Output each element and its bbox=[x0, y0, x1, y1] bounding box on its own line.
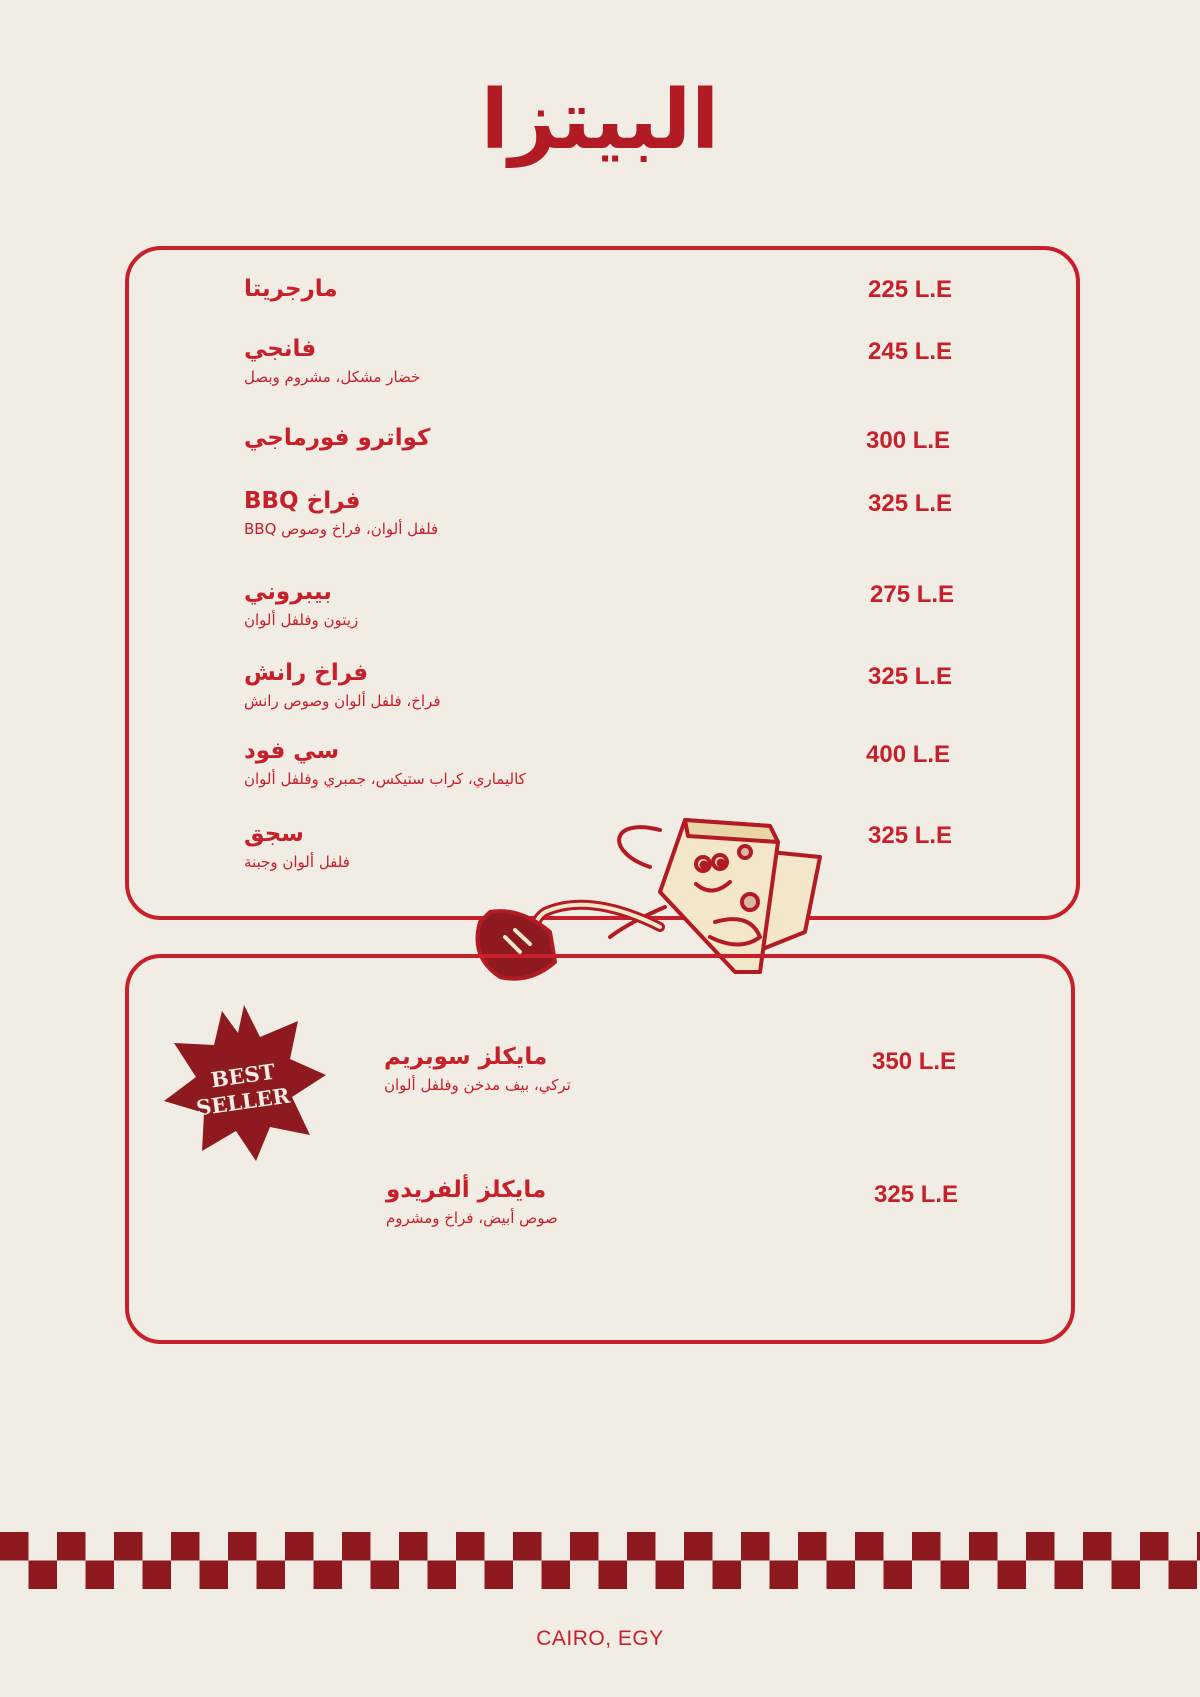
checker-square bbox=[143, 1561, 172, 1590]
checker-square bbox=[456, 1532, 485, 1561]
menu-item bbox=[244, 660, 441, 710]
starburst-badge-icon bbox=[160, 1003, 328, 1163]
checker-square bbox=[684, 1532, 713, 1561]
checker-square bbox=[399, 1532, 428, 1561]
checker-square bbox=[29, 1561, 58, 1590]
checker-square bbox=[855, 1532, 884, 1561]
item-description: تركي، بيف مدخن وفلفل ألوان bbox=[384, 1076, 571, 1094]
item-price: 275 L.E bbox=[870, 581, 955, 608]
item-description: فراخ، فلفل ألوان وصوص رانش bbox=[244, 692, 441, 710]
item-name: مارجريتا bbox=[244, 276, 338, 302]
checker-square bbox=[1112, 1561, 1141, 1590]
item-name: سي فود bbox=[244, 738, 340, 764]
checker-square bbox=[941, 1561, 970, 1590]
item-price: 325 L.E bbox=[868, 822, 953, 849]
checker-square bbox=[570, 1532, 599, 1561]
item-name: سجق bbox=[244, 821, 304, 847]
checker-square bbox=[656, 1561, 685, 1590]
item-description: خضار مشكل، مشروم وبصل bbox=[244, 368, 421, 386]
checker-square bbox=[200, 1561, 229, 1590]
checker-square bbox=[86, 1561, 115, 1590]
menu-item bbox=[244, 738, 526, 788]
item-description: كاليماري، كراب ستيكس، جمبري وفلفل ألوان bbox=[244, 770, 526, 788]
item-price: 400 L.E bbox=[866, 741, 951, 768]
item-name: فراخ رانش bbox=[244, 660, 369, 686]
special-item bbox=[386, 1177, 558, 1227]
checker-square bbox=[314, 1561, 343, 1590]
item-name: بيبروني bbox=[244, 579, 332, 605]
checkerboard-border bbox=[0, 1532, 1200, 1589]
checker-square bbox=[1055, 1561, 1084, 1590]
checker-square bbox=[114, 1532, 143, 1561]
checker-square bbox=[827, 1561, 856, 1590]
item-name: مايكلز سوبريم bbox=[384, 1044, 548, 1070]
item-price: 325 L.E bbox=[874, 1181, 959, 1208]
menu-item bbox=[244, 821, 350, 871]
badge-line-1: BEST bbox=[209, 1058, 277, 1093]
checker-square bbox=[1169, 1561, 1198, 1590]
item-name: فراخ BBQ bbox=[244, 488, 361, 514]
checker-square bbox=[1140, 1532, 1169, 1561]
item-price: 350 L.E bbox=[872, 1048, 957, 1075]
menu-item bbox=[244, 488, 438, 538]
checker-square bbox=[485, 1561, 514, 1590]
checker-square bbox=[1083, 1532, 1112, 1561]
item-description: صوص أبيض، فراخ ومشروم bbox=[386, 1209, 558, 1227]
checker-square bbox=[969, 1532, 998, 1561]
item-price: 325 L.E bbox=[868, 663, 953, 690]
checker-square bbox=[798, 1532, 827, 1561]
special-item bbox=[384, 1044, 571, 1094]
item-name: فانجي bbox=[244, 336, 317, 362]
item-name: مايكلز ألفريدو bbox=[386, 1177, 547, 1203]
checker-square bbox=[428, 1561, 457, 1590]
checker-square bbox=[713, 1561, 742, 1590]
checker-square bbox=[770, 1561, 799, 1590]
checker-square bbox=[884, 1561, 913, 1590]
page-title: البيتزا bbox=[480, 73, 720, 168]
checker-square bbox=[599, 1561, 628, 1590]
menu-item bbox=[244, 276, 338, 302]
checker-square bbox=[998, 1561, 1027, 1590]
menu-item bbox=[244, 336, 420, 386]
checker-square bbox=[371, 1561, 400, 1590]
checker-square bbox=[912, 1532, 941, 1561]
item-price: 225 L.E bbox=[868, 276, 953, 303]
item-price: 245 L.E bbox=[868, 338, 953, 365]
badge-line-2: SELLER bbox=[194, 1082, 292, 1121]
checker-square bbox=[257, 1561, 286, 1590]
item-description: BBQ فلفل ألوان، فراخ وصوص bbox=[244, 520, 439, 538]
checker-square bbox=[57, 1532, 86, 1561]
checker-square bbox=[627, 1532, 656, 1561]
checker-square bbox=[228, 1532, 257, 1561]
item-price: 325 L.E bbox=[868, 490, 953, 517]
checker-square bbox=[1026, 1532, 1055, 1561]
menu-item bbox=[244, 425, 430, 451]
item-description: فلفل ألوان وجبنة bbox=[244, 853, 350, 871]
checker-square bbox=[171, 1532, 200, 1561]
footer-location: CAIRO, EGY bbox=[536, 1627, 664, 1650]
checker-square bbox=[342, 1532, 371, 1561]
menu-item bbox=[244, 579, 358, 629]
item-description: زيتون وفلفل ألوان bbox=[244, 611, 359, 629]
checker-square bbox=[0, 1532, 29, 1561]
checker-square bbox=[542, 1561, 571, 1590]
checker-square bbox=[285, 1532, 314, 1561]
checker-square bbox=[513, 1532, 542, 1561]
item-price: 300 L.E bbox=[866, 427, 951, 454]
item-name: كواترو فورماجي bbox=[244, 425, 431, 451]
checker-square bbox=[741, 1532, 770, 1561]
